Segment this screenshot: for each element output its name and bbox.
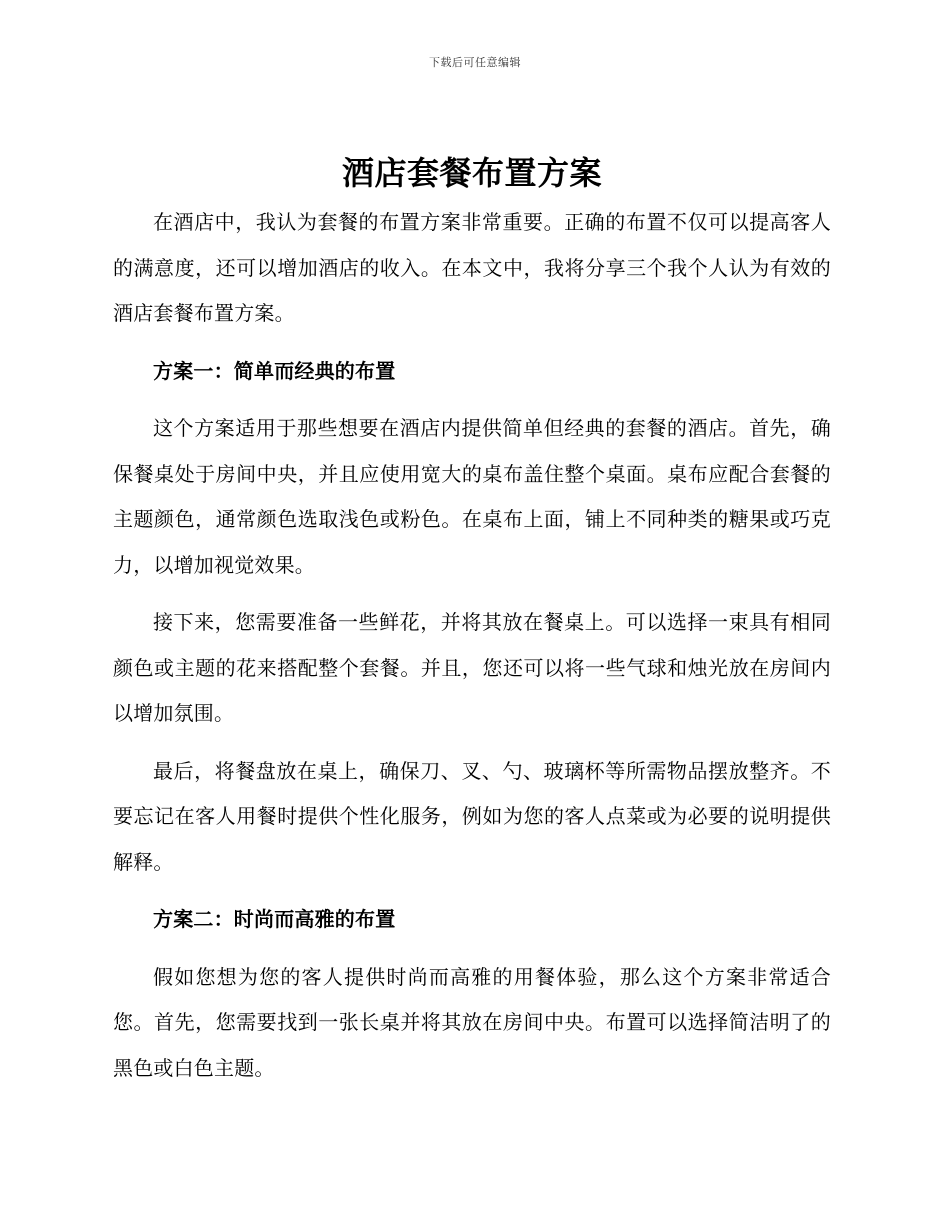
- plan-one-paragraph-1: 这个方案适用于那些想要在酒店内提供简单但经典的套餐的酒店。首先，确保餐桌处于房间中央，并且应使用宽大的桌布盖住整个桌面。桌布应配合套餐的主题颜色，通常颜色选取浅色或粉色。在桌布上面，铺上不同种类的糖果或巧克力，以增加视觉效果。: [113, 416, 831, 577]
- section-heading-plan-one: 方案一：简单而经典的布置: [153, 358, 396, 383]
- header-note: 下载后可任意编辑: [429, 56, 521, 69]
- intro-paragraph: 在酒店中，我认为套餐的布置方案非常重要。正确的布置不仅可以提高客人的满意度，还可以增加酒店的收入。在本文中，我将分享三个我个人认为有效的酒店套餐布置方案。: [113, 210, 831, 325]
- document-body: [113, 150, 831, 1103]
- plan-one-paragraph-3: 最后，将餐盘放在桌上，确保刀、叉、勺、玻璃杯等所需物品摆放整齐。不要忘记在客人用餐时提供个性化服务，例如为您的客人点菜或为必要的说明提供解释。: [113, 758, 831, 874]
- plan-one-paragraph-2: 接下来，您需要准备一些鲜花，并将其放在餐桌上。可以选择一束具有相同颜色或主题的花来搭配整个套餐。并且，您还可以将一些气球和烛光放在房间内以增加氛围。: [113, 610, 831, 725]
- section-heading-plan-two: 方案二：时尚而高雅的布置: [153, 907, 396, 931]
- document-title: 酒店套餐布置方案: [341, 154, 602, 192]
- plan-two-paragraph-1: 假如您想为您的客人提供时尚而高雅的用餐体验，那么这个方案非常适合您。首先，您需要找到一张长桌并将其放在房间中央。布置可以选择简洁明了的黑色或白色主题。: [113, 964, 831, 1080]
